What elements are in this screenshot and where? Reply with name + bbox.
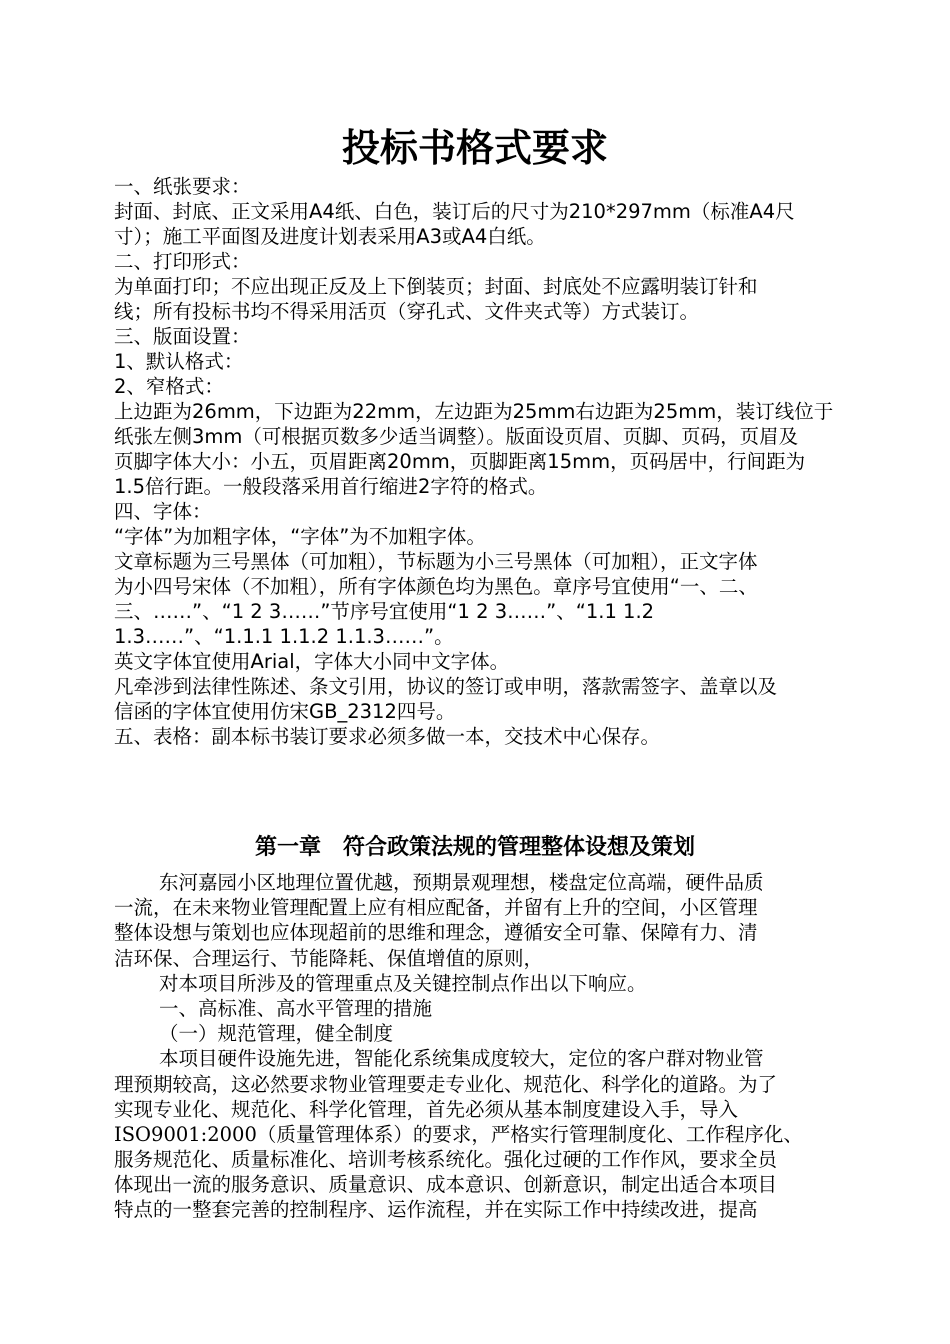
body-line: 理预期较高，这必然要求物业管理要走专业化、规范化、科学化的道路。为了 — [114, 1072, 778, 1096]
format-line: 英文字体宜使用Arial，字体大小同中文字体。 — [114, 650, 510, 673]
format-line: 为单面打印；不应出现正反及上下倒装页；封面、封底处不应露明装订针和 — [114, 275, 758, 298]
body-line: 整体设想与策划也应体现超前的思维和理念，遵循安全可靠、保障有力、清 — [114, 921, 758, 945]
format-line: 三、……”、“1 2 3……”节序号宜使用“1 2 3……”、“1.1 1.2 — [114, 600, 655, 623]
chapter-title: 第一章 符合政策法规的管理整体设想及策划 — [254, 834, 695, 860]
format-line: 信函的字体宜使用仿宋GB_2312四号。 — [114, 700, 456, 723]
format-line: 页脚字体大小：小五，页眉距离20mm，页脚距离15mm，页码居中，行间距为 — [114, 450, 806, 473]
document-title: 投标书格式要求 — [341, 126, 608, 170]
format-line: 四、字体： — [114, 500, 212, 523]
body-line: 洁环保、合理运行、节能降耗、保值增值的原则， — [114, 946, 544, 970]
format-line: 文章标题为三号黑体（可加粗），节标题为小三号黑体（可加粗），正文字体 — [114, 550, 758, 573]
format-line: 二、打印形式： — [114, 250, 251, 273]
body-line: 对本项目所涉及的管理重点及关键控制点作出以下响应。 — [159, 971, 647, 995]
format-requirements-section — [114, 174, 840, 749]
body-line: （一）规范管理，健全制度 — [159, 1022, 394, 1046]
format-line: 上边距为26mm，下边距为22mm，左边距为25mm右边距为25mm，装订线位于 — [114, 400, 834, 423]
format-line: 为小四号宋体（不加粗），所有字体颜色均为黑色。章序号宜使用“一、二、 — [114, 575, 758, 598]
body-line: 特点的一整套完善的控制程序、运作流程，并在实际工作中持续改进，提高 — [114, 1198, 758, 1222]
body-line: 服务规范化、质量标准化、培训考核系统化。强化过硬的工作作风，要求全员 — [114, 1148, 778, 1172]
format-line: 封面、封底、正文采用A4纸、白色，装订后的尺寸为210*297mm（标准A4尺 — [114, 200, 795, 223]
format-line: 1.3……”、“1.1.1 1.1.2 1.1.3……”。 — [114, 625, 454, 648]
format-line: 寸）；施工平面图及进度计划表采用A3或A4白纸。 — [114, 225, 546, 248]
format-line: 1.5倍行距。一般段落采用首行缩进2字符的格式。 — [114, 475, 548, 498]
format-line: 一、纸张要求： — [114, 175, 251, 198]
body-line: 体现出一流的服务意识、质量意识、成本意识、创新意识，制定出适合本项目 — [114, 1173, 778, 1197]
format-line: 三、版面设置： — [114, 325, 251, 348]
format-line: 五、表格：副本标书装订要求必须多做一本，交技术中心保存。 — [114, 725, 661, 748]
format-line: 2、窄格式： — [114, 375, 224, 398]
format-line: 凡牵涉到法律性陈述、条文引用，协议的签订或申明，落款需签字、盖章以及 — [114, 675, 778, 698]
body-line: 本项目硬件设施先进，智能化系统集成度较大，定位的客户群对物业管 — [159, 1047, 764, 1071]
format-line: 1、默认格式： — [114, 350, 244, 373]
body-line: 一流，在未来物业管理配置上应有相应配备，并留有上升的空间，小区管理 — [114, 896, 758, 920]
body-line: ISO9001:2000（质量管理体系）的要求，严格实行管理制度化、工作程序化、 — [114, 1122, 803, 1146]
body-line: 实现专业化、规范化、科学化管理，首先必须从基本制度建设入手，导入 — [114, 1097, 739, 1121]
chapter-body — [114, 870, 840, 1223]
format-line: “字体”为加粗字体，“字体”为不加粗字体。 — [114, 525, 486, 548]
format-line: 线；所有投标书均不得采用活页（穿孔式、文件夹式等）方式装订。 — [114, 300, 700, 323]
body-line: 东河嘉园小区地理位置优越，预期景观理想，楼盘定位高端，硬件品质 — [159, 871, 764, 894]
body-line: 一、高标准、高水平管理的措施 — [159, 996, 433, 1020]
format-line: 纸张左侧3mm（可根据页数多少适当调整）。版面设页眉、页脚、页码，页眉及 — [114, 425, 799, 448]
